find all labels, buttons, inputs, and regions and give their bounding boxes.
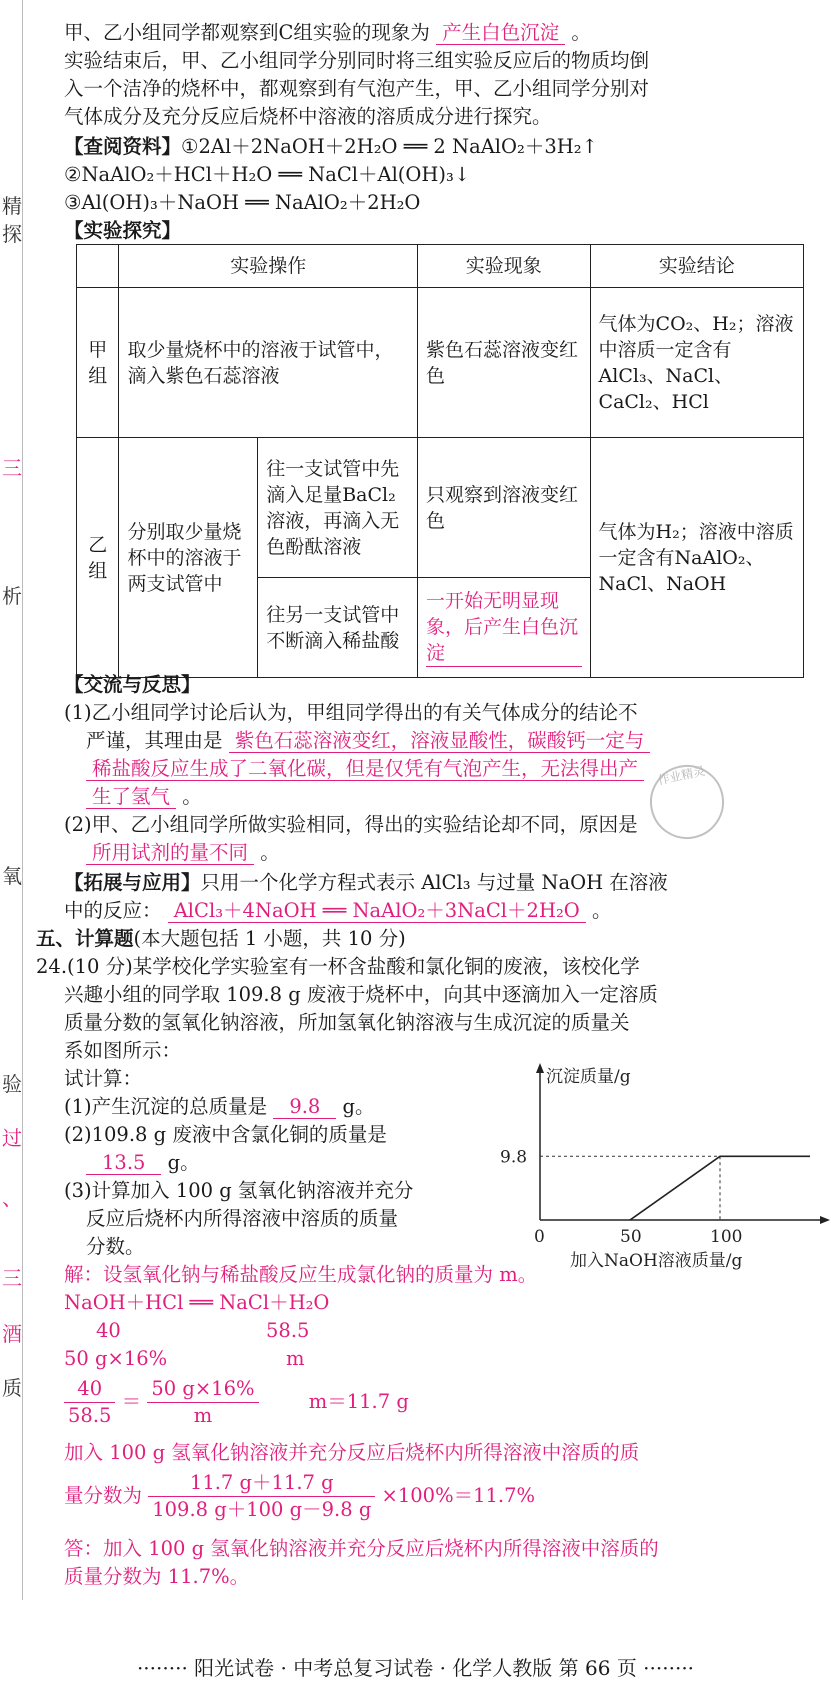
proportion-line: [64, 1376, 409, 1429]
frac-num: 11.7 g＋11.7 g: [148, 1470, 375, 1497]
watermark-stamp: [643, 758, 731, 846]
reflect-title: 【交流与反思】: [64, 673, 201, 696]
l7-result: ×100%＝11.7%: [381, 1484, 536, 1507]
answer-line-1: 答：加入 100 g 氢氧化钠溶液并充分反应后烧杯内所得溶液中溶质的: [64, 1537, 659, 1560]
x-axis-arrow: [820, 1216, 830, 1224]
phen-cell: [418, 578, 591, 678]
y-tick-label: 9.8: [500, 1147, 528, 1168]
ratio-a-2: 50 g×16%: [64, 1347, 168, 1370]
l7-prefix: 量分数为: [64, 1484, 143, 1507]
ratio-b-1: 58.5: [266, 1319, 310, 1342]
ratio-a-1: 40: [96, 1319, 121, 1342]
margin-char: 探: [2, 222, 22, 246]
reflect-q1-line1: (1)乙小组同学讨论后认为，甲组同学得出的有关气体成分的结论不: [64, 701, 638, 724]
answer-blank: 所用试剂的量不同: [86, 841, 254, 865]
problem-line-2: 兴趣小组的同学取 109.8 g 废液于烧杯中，向其中逐滴加入一定溶质: [64, 983, 658, 1006]
sub-op-cell: 往另一支试管中不断滴入稀盐酸: [258, 578, 418, 678]
reflect-q1-line4: [64, 784, 202, 810]
problem-line-3: 质量分数的氢氧化钠溶液，所加氢氧化钠溶液与生成沉淀的质量关: [64, 1011, 630, 1034]
subq-1: [64, 1094, 375, 1120]
y-axis-arrow: [536, 1063, 544, 1073]
q-text: g。: [167, 1151, 200, 1174]
ref-title: 【查阅资料】: [64, 135, 182, 158]
y-axis-label: 沉淀质量/g: [546, 1067, 631, 1087]
intro-line-2: 实验结束后，甲、乙小组同学分别同时将三组实验反应后的物质均倒: [64, 49, 650, 72]
reflect-q2-line1: (2)甲、乙小组同学所做实验相同，得出的实验结论却不同，原因是: [64, 813, 638, 836]
answer-blank: 稀盐酸反应生成了二氧化碳，但是仅凭有气泡产生，无法得出产: [86, 757, 644, 781]
margin-char: 析: [2, 584, 22, 608]
margin-char: 过: [2, 1126, 22, 1150]
frac-num: 50 g×16%: [147, 1376, 258, 1403]
table-header: 实验结论: [590, 245, 803, 288]
section-sub: (本大题包括 1 小题，共 10 分): [133, 927, 406, 950]
extend-text: 只用一个化学方程式表示 AlCl₃ 与过量 NaOH 在溶液: [200, 871, 668, 894]
solution-equation: NaOH＋HCl ══ NaCl＋H₂O: [64, 1291, 330, 1314]
fraction-2: [147, 1376, 258, 1429]
punct: 。: [591, 899, 612, 922]
subq-2: (2)109.8 g 废液中含氯化铜的质量是: [64, 1123, 387, 1146]
q-text: g。: [342, 1095, 375, 1118]
answer-line-2: 质量分数为 11.7%。: [64, 1565, 250, 1588]
frac-num: 40: [64, 1376, 115, 1403]
intro-line-4: 气体成分及充分反应后烧杯中溶液的溶质成分进行探究。: [64, 105, 552, 128]
table-header-row: [77, 245, 804, 288]
ratio-b-2: m: [286, 1347, 305, 1370]
intro-text: 甲、乙小组同学都观察到C组实验的现象为: [64, 21, 430, 44]
m-value: m＝11.7 g: [308, 1390, 409, 1413]
table-row: [77, 288, 804, 438]
margin-char: 质: [2, 1376, 22, 1400]
answer-blank: 13.5: [86, 1151, 161, 1175]
extend-line-2: [64, 898, 611, 924]
punct: 。: [260, 841, 280, 864]
subq-3-line3: 分数。: [86, 1235, 145, 1258]
solution-line-7: [64, 1470, 535, 1523]
concl-cell: 气体为H₂；溶液中溶质一定含有NaAlO₂、NaCl、NaOH: [590, 438, 803, 678]
answer-blank: 产生白色沉淀: [436, 21, 565, 45]
exp-title: 【实验探究】: [64, 219, 182, 242]
intro-line-1: [64, 20, 591, 46]
answer-blank: 生了氢气: [86, 785, 176, 809]
punct: 。: [571, 21, 591, 44]
equation-2: ②NaAlO₂＋HCl＋H₂O ══ NaCl＋Al(OH)₃↓: [64, 163, 471, 186]
subq-3-line2: 反应后烧杯内所得溶液中溶质的质量: [86, 1207, 399, 1230]
table-header: 实验操作: [119, 245, 418, 288]
ref-line-1: [64, 134, 598, 160]
equation-3: ③Al(OH)₃＋NaOH ══ NaAlO₂＋2H₂O: [64, 191, 421, 214]
q1-prefix: 严谨，其理由是: [86, 729, 223, 752]
margin-line: [22, 0, 23, 1600]
frac-den: 109.8 g＋100 g－9.8 g: [152, 1498, 372, 1521]
section-heading: 五、计算题: [36, 927, 134, 950]
group-label: 乙组: [77, 438, 119, 678]
reflect-q1-line2: [64, 728, 650, 754]
problem-line-1: 24.(10 分)某学校化学实验室有一杯含盐酸和氯化铜的废液，该校化学: [36, 955, 640, 978]
subq-2-line2: [64, 1150, 200, 1176]
answer-blank: 9.8: [273, 1095, 336, 1119]
intro-line-3: 入一个洁净的烧杯中，都观察到有气泡产生，甲、乙小组同学分别对: [64, 77, 650, 100]
solution-line-1: 解：设氢氧化钠与稀盐酸反应生成氯化钠的质量为 m。: [64, 1263, 538, 1286]
answer-blank: 紫色石蕊溶液变红，溶液显酸性，碳酸钙一定与: [229, 729, 651, 753]
margin-char: 精: [2, 194, 22, 218]
precipitate-chart: [500, 1060, 820, 1271]
table-header: 实验现象: [418, 245, 591, 288]
extend-title: 【拓展与应用】: [64, 871, 201, 894]
op-cell: 取少量烧杯中的溶液于试管中，滴入紫色石蕊溶液: [119, 288, 418, 438]
reflect-q2-line2: [64, 840, 280, 866]
x-axis-label: 加入NaOH溶液质量/g: [570, 1251, 743, 1271]
equation-1: ①2Al＋2NaOH＋2H₂O ══ 2 NaAlO₂＋3H₂↑: [181, 135, 598, 158]
subq-3-line1: (3)计算加入 100 g 氢氧化钠溶液并充分: [64, 1179, 414, 1202]
experiment-table: [76, 244, 804, 678]
margin-char: 酒: [2, 1322, 22, 1346]
margin-char: 验: [2, 1072, 22, 1096]
phen-cell: 紫色石蕊溶液变红色: [418, 288, 591, 438]
margin-char: 三: [2, 456, 22, 480]
page-footer: ········ 阳光试卷 · 中考总复习试卷 · 化学人教版 第 66 页 ········: [136, 1656, 695, 1680]
sub-op-cell: 往一支试管中先滴入足量BaCl₂溶液，再滴入无色酚酞溶液: [258, 438, 418, 578]
margin-char: 三: [2, 1266, 22, 1290]
fraction-3: [148, 1470, 375, 1523]
equals: ＝: [121, 1390, 142, 1413]
margin-char: 氧: [2, 864, 22, 888]
solution-line-6: 加入 100 g 氢氧化钠溶液并充分反应后烧杯内所得溶液中溶质的质: [64, 1441, 640, 1464]
phen-cell: 只观察到溶液变红色: [418, 438, 591, 578]
punct: 。: [182, 785, 202, 808]
fraction-1: [64, 1376, 115, 1429]
x-tick-label: 50: [620, 1227, 642, 1247]
table-corner: [77, 245, 119, 288]
problem-line-4: 系如图所示：: [64, 1039, 182, 1062]
q-text: (1)产生沉淀的总质量是: [64, 1095, 268, 1118]
frac-den: 58.5: [68, 1404, 112, 1427]
frac-den: m: [193, 1404, 213, 1427]
answer-blank: 一开始无明显现象，后产生白色沉淀: [426, 588, 582, 667]
stamp-text: 作业精灵: [656, 763, 707, 788]
try-label: 试计算：: [64, 1067, 143, 1090]
answer-blank: AlCl₃＋4NaOH ══ NaAlO₂＋3NaCl＋2H₂O: [168, 899, 586, 923]
extend-prefix: 中的反应：: [64, 899, 162, 922]
reflect-q1-line3: [64, 756, 644, 782]
table-row: [77, 438, 804, 578]
extend-line-1: [64, 870, 668, 896]
group-label: 甲组: [77, 288, 119, 438]
section-title: [36, 926, 406, 952]
concl-cell: 气体为CO₂、H₂；溶液中溶质一定含有AlCl₃、NaCl、CaCl₂、HCl: [590, 288, 803, 438]
op-cell: 分别取少量烧杯中的溶液于两支试管中: [119, 438, 258, 678]
margin-char: 、: [2, 1186, 22, 1210]
origin-label: 0: [534, 1227, 545, 1247]
x-tick-label: 100: [710, 1227, 743, 1247]
